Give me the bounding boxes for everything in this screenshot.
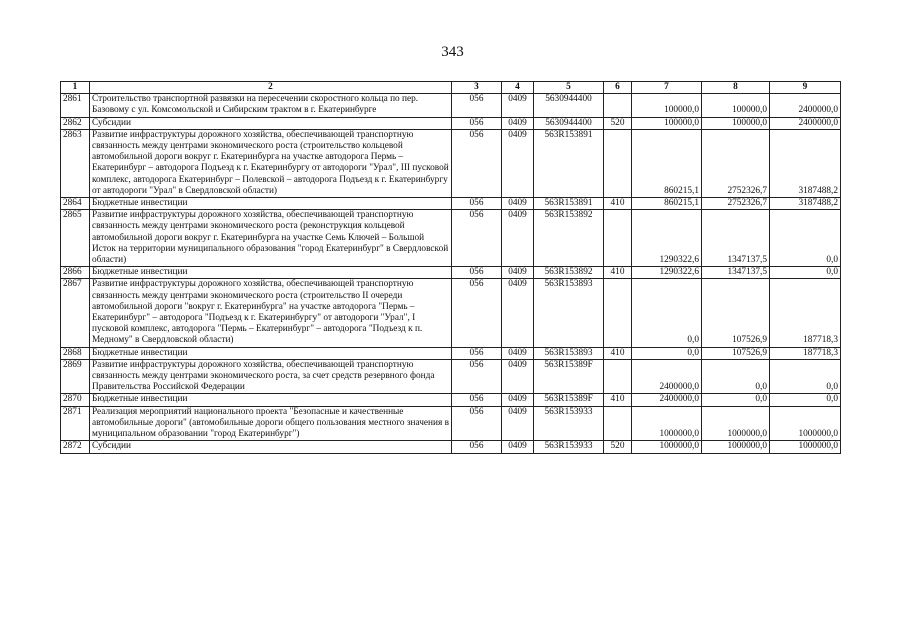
table-row — [61, 347, 841, 359]
description-cell: Развитие инфраструктуры дорожного хозяйства, обеспечивающей транспортную связанность между центрами экономического роста (строительство II очереди автомобильной дороги "вокруг г. Екатеринбурга" на участке автодорога "Пермь – Екатеринбург" – автодорога "Подъезд к г. Екатеринбургу" от автодороги "Урал", I пусковой комплекс, автодорога "Пермь – Екатеринбург" – автодорога "Подъезд к п. Медному" в Свердловской области) — [90, 279, 452, 347]
description-cell: Реализация мероприятий национального проекта "Безопасные и качественные автомобильные дороги" (автомобильные дороги общего пользования местного значения в муниципальном образовании "город Екатеринбург") — [90, 406, 452, 441]
row-number-cell: 2870 — [61, 394, 90, 406]
table-row — [61, 394, 841, 406]
row-number-cell: 2871 — [61, 406, 90, 441]
admin-code-cell: 056 — [452, 210, 502, 267]
description-cell: Субсидии — [90, 441, 452, 453]
amount-year3-cell: 0,0 — [770, 394, 841, 406]
budget-table — [60, 81, 841, 454]
admin-code-cell: 056 — [452, 406, 502, 441]
expense-type-cell: 410 — [604, 347, 632, 359]
amount-year2-cell: 0,0 — [702, 359, 770, 394]
amount-year1-cell: 2400000,0 — [632, 359, 702, 394]
amount-year2-cell: 107526,9 — [702, 347, 770, 359]
target-article-cell: 563R153933 — [534, 441, 604, 453]
table-row — [61, 117, 841, 129]
amount-year1-cell: 100000,0 — [632, 94, 702, 117]
section-code-cell: 0409 — [502, 347, 534, 359]
section-code-cell: 0409 — [502, 394, 534, 406]
section-code-cell: 0409 — [502, 129, 534, 197]
target-article-cell: 563R153933 — [534, 406, 604, 441]
column-header: 4 — [502, 82, 534, 94]
target-article-cell: 563R15389F — [534, 359, 604, 394]
expense-type-cell: 520 — [604, 117, 632, 129]
amount-year3-cell: 187718,3 — [770, 279, 841, 347]
table-row — [61, 94, 841, 117]
row-number-cell: 2869 — [61, 359, 90, 394]
amount-year1-cell: 860215,1 — [632, 129, 702, 197]
admin-code-cell: 056 — [452, 359, 502, 394]
amount-year3-cell: 0,0 — [770, 267, 841, 279]
admin-code-cell: 056 — [452, 347, 502, 359]
row-number-cell: 2861 — [61, 94, 90, 117]
table-row — [61, 359, 841, 394]
admin-code-cell: 056 — [452, 198, 502, 210]
table-row — [61, 267, 841, 279]
admin-code-cell: 056 — [452, 267, 502, 279]
row-number-cell: 2866 — [61, 267, 90, 279]
expense-type-cell — [604, 94, 632, 117]
admin-code-cell: 056 — [452, 117, 502, 129]
amount-year1-cell: 0,0 — [632, 279, 702, 347]
column-header: 3 — [452, 82, 502, 94]
section-code-cell: 0409 — [502, 406, 534, 441]
amount-year3-cell: 3187488,2 — [770, 129, 841, 197]
row-number-cell: 2862 — [61, 117, 90, 129]
description-cell: Бюджетные инвестиции — [90, 347, 452, 359]
section-code-cell: 0409 — [502, 117, 534, 129]
amount-year2-cell: 1000000,0 — [702, 406, 770, 441]
amount-year2-cell: 1347137,5 — [702, 267, 770, 279]
amount-year3-cell: 1000000,0 — [770, 441, 841, 453]
amount-year3-cell: 187718,3 — [770, 347, 841, 359]
amount-year1-cell: 0,0 — [632, 347, 702, 359]
column-header: 8 — [702, 82, 770, 94]
description-cell: Строительство транспортной развязки на пересечении скоростного кольца по пер. Базовому с ул. Комсомольской и Сибирским трактом в г. Екатеринбурге — [90, 94, 452, 117]
target-article-cell: 563R153892 — [534, 210, 604, 267]
amount-year2-cell: 100000,0 — [702, 117, 770, 129]
amount-year2-cell: 2752326,7 — [702, 129, 770, 197]
table-row — [61, 279, 841, 347]
amount-year1-cell: 1000000,0 — [632, 406, 702, 441]
target-article-cell: 563R153893 — [534, 279, 604, 347]
amount-year3-cell: 1000000,0 — [770, 406, 841, 441]
table-row — [61, 406, 841, 441]
section-code-cell: 0409 — [502, 441, 534, 453]
amount-year2-cell: 2752326,7 — [702, 198, 770, 210]
amount-year1-cell: 2400000,0 — [632, 394, 702, 406]
expense-type-cell: 520 — [604, 441, 632, 453]
row-number-cell: 2867 — [61, 279, 90, 347]
expense-type-cell: 410 — [604, 394, 632, 406]
target-article-cell: 563R15389F — [534, 394, 604, 406]
column-header: 5 — [534, 82, 604, 94]
section-code-cell: 0409 — [502, 94, 534, 117]
row-number-cell: 2864 — [61, 198, 90, 210]
amount-year2-cell: 100000,0 — [702, 94, 770, 117]
page-number: 343 — [441, 44, 464, 60]
table-row — [61, 198, 841, 210]
amount-year3-cell: 2400000,0 — [770, 117, 841, 129]
column-header: 1 — [61, 82, 90, 94]
amount-year1-cell: 1290322,6 — [632, 267, 702, 279]
row-number-cell: 2872 — [61, 441, 90, 453]
amount-year2-cell: 0,0 — [702, 394, 770, 406]
target-article-cell: 5630944400 — [534, 94, 604, 117]
row-number-cell: 2868 — [61, 347, 90, 359]
amount-year2-cell: 107526,9 — [702, 279, 770, 347]
column-header: 6 — [604, 82, 632, 94]
amount-year1-cell: 1000000,0 — [632, 441, 702, 453]
expense-type-cell — [604, 210, 632, 267]
column-header: 9 — [770, 82, 841, 94]
admin-code-cell: 056 — [452, 279, 502, 347]
column-header: 2 — [90, 82, 452, 94]
section-code-cell: 0409 — [502, 359, 534, 394]
admin-code-cell: 056 — [452, 394, 502, 406]
admin-code-cell: 056 — [452, 94, 502, 117]
section-code-cell: 0409 — [502, 267, 534, 279]
target-article-cell: 563R153891 — [534, 129, 604, 197]
header-row — [61, 82, 841, 94]
table-row — [61, 129, 841, 197]
section-code-cell: 0409 — [502, 210, 534, 267]
table-row — [61, 210, 841, 267]
amount-year3-cell: 0,0 — [770, 359, 841, 394]
description-cell: Субсидии — [90, 117, 452, 129]
amount-year1-cell: 1290322,6 — [632, 210, 702, 267]
description-cell: Развитие инфраструктуры дорожного хозяйства, обеспечивающей транспортную связанность между центрами экономического роста (реконструкция кольцевой автомобильной дороги вокруг г. Екатеринбурга на участке Семь Ключей – Большой Исток на территории муниципального образования "город Екатеринбург" в Свердловской области) — [90, 210, 452, 267]
amount-year1-cell: 860215,1 — [632, 198, 702, 210]
description-cell: Развитие инфраструктуры дорожного хозяйства, обеспечивающей транспортную связанность между центрами экономического роста (строительство кольцевой автомобильной дороги вокруг г. Екатеринбурга на участке автодорога Пермь – Екатеринбург – автодорога Подъезд к г. Екатеринбургу от автодороги "Урал", III пусковой комплекс, автодорога Екатеринбург – Полевской – автодорога Подъезд к г. Екатеринбургу от автодороги "Урал" в Свердловской области) — [90, 129, 452, 197]
amount-year2-cell: 1347137,5 — [702, 210, 770, 267]
expense-type-cell: 410 — [604, 198, 632, 210]
admin-code-cell: 056 — [452, 129, 502, 197]
amount-year2-cell: 1000000,0 — [702, 441, 770, 453]
amount-year3-cell: 0,0 — [770, 210, 841, 267]
description-cell: Развитие инфраструктуры дорожного хозяйства, обеспечивающей транспортную связанность между центрами экономического роста, за счет средств резервного фонда Правительства Российской Федерации — [90, 359, 452, 394]
target-article-cell: 563R153891 — [534, 198, 604, 210]
column-header: 7 — [632, 82, 702, 94]
row-number-cell: 2865 — [61, 210, 90, 267]
expense-type-cell: 410 — [604, 267, 632, 279]
amount-year1-cell: 100000,0 — [632, 117, 702, 129]
amount-year3-cell: 2400000,0 — [770, 94, 841, 117]
description-cell: Бюджетные инвестиции — [90, 198, 452, 210]
expense-type-cell — [604, 129, 632, 197]
admin-code-cell: 056 — [452, 441, 502, 453]
target-article-cell: 5630944400 — [534, 117, 604, 129]
description-cell: Бюджетные инвестиции — [90, 267, 452, 279]
expense-type-cell — [604, 406, 632, 441]
target-article-cell: 563R153892 — [534, 267, 604, 279]
expense-type-cell — [604, 359, 632, 394]
amount-year3-cell: 3187488,2 — [770, 198, 841, 210]
section-code-cell: 0409 — [502, 198, 534, 210]
table-row — [61, 441, 841, 453]
row-number-cell: 2863 — [61, 129, 90, 197]
description-cell: Бюджетные инвестиции — [90, 394, 452, 406]
section-code-cell: 0409 — [502, 279, 534, 347]
target-article-cell: 563R153893 — [534, 347, 604, 359]
expense-type-cell — [604, 279, 632, 347]
